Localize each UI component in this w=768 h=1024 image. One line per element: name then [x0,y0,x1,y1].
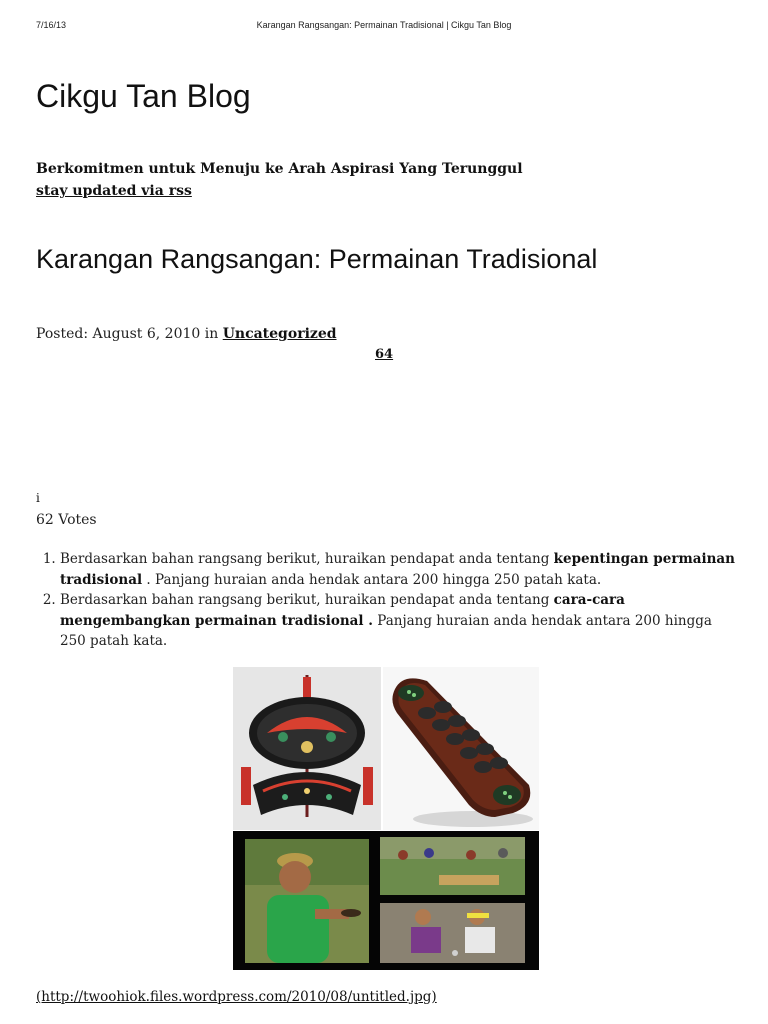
stimulus-image-collage[interactable] [233,667,539,970]
image-source-link[interactable]: (http://twoohiok.files.wordpress.com/2010/08/untitled.jpg) [36,989,437,1005]
rating-info-icon[interactable]: i [36,491,40,505]
post-title[interactable]: Karangan Rangsangan: Permainan Tradisional [36,244,598,274]
question-emphasis: kepentingan permainan tradisional [60,551,735,588]
votes-count: 62 Votes [36,512,97,528]
post-meta [36,326,337,342]
category-link[interactable]: Uncategorized [222,326,337,342]
print-date: 7/16/13 [36,20,67,30]
wau-kite-photo [233,667,381,830]
print-header [36,20,732,34]
question-list [36,549,736,652]
congkak-board-photo [383,667,539,830]
rating-count[interactable]: 64 [375,347,394,362]
print-page-title: Karangan Rangsangan: Permainan Tradisional | Cikgu Tan Blog [256,20,512,30]
rss-link[interactable]: stay updated via rss [36,183,192,199]
question-item: 1. Berdasarkan bahan rangsang berikut, huraikan pendapat anda tentang kepentingan permainan tradisional . Panjang huraian anda hendak antara 200 hingga 250 patah kata. [60,549,736,590]
site-title[interactable]: Cikgu Tan Blog [36,78,251,114]
gasing-and-games-photos [233,831,539,970]
site-tagline: Berkomitmen untuk Menuju ke Arah Aspirasi Yang Terunggul [36,161,523,177]
question-item: 2. Berdasarkan bahan rangsang berikut, huraikan pendapat anda tentang cara-cara mengembangkan permainan tradisional . Panjang huraian anda hendak antara 200 hingga 250 patah kata. [60,590,736,652]
question-emphasis: cara-cara mengembangkan permainan tradisional . [60,592,625,629]
posted-date: Posted: August 6, 2010 in [36,326,223,342]
